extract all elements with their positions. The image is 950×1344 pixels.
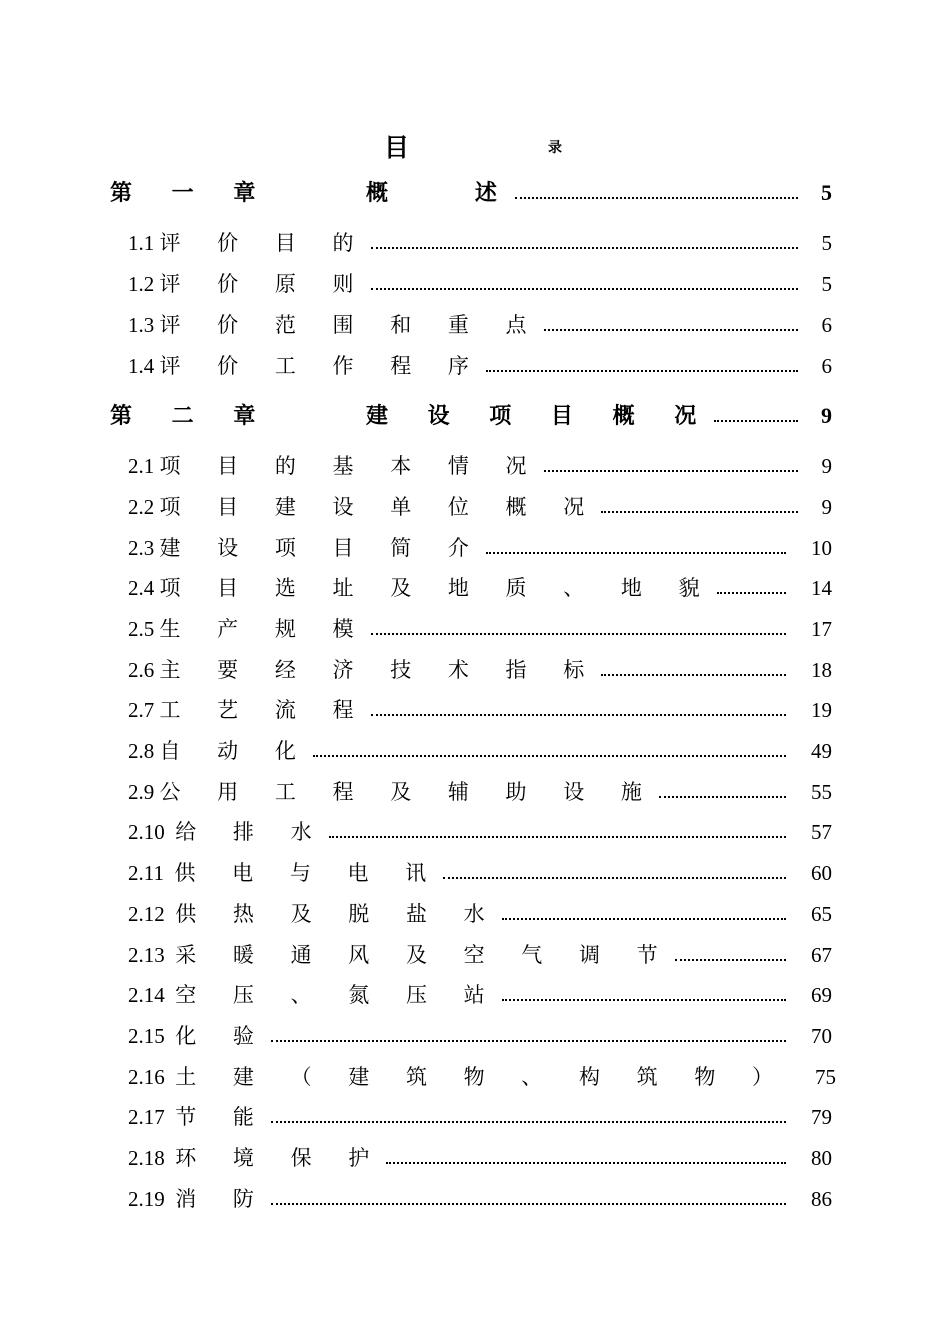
toc-heading xyxy=(0,128,950,162)
toc-section-entry[interactable] xyxy=(128,899,832,929)
toc-chapter-entry[interactable] xyxy=(110,178,832,208)
toc-section-entry[interactable] xyxy=(128,777,832,807)
toc-entry-label: 建 设 项 目 简 介 xyxy=(159,536,484,560)
toc-entry-number: 2.13 xyxy=(128,943,176,967)
toc-leader-dots xyxy=(601,673,786,676)
toc-entry-label: 给 排 水 xyxy=(175,820,327,844)
toc-entry-label: 空 压 、 氮 压 站 xyxy=(175,983,500,1007)
toc-entry-page-number: 10 xyxy=(811,536,832,560)
toc-entry-label: 评 价 范 围 和 重 点 xyxy=(159,313,542,337)
toc-leader-dots xyxy=(502,998,786,1001)
toc-entry-page-number: 79 xyxy=(811,1105,832,1129)
toc-entry-label: 工 艺 流 程 xyxy=(159,698,369,722)
toc-entry-number: 2.9 xyxy=(128,780,160,804)
toc-section-entry[interactable] xyxy=(128,1021,832,1051)
toc-section-entry[interactable] xyxy=(128,1102,832,1132)
toc-section-entry[interactable] xyxy=(128,228,832,258)
toc-entry-label: 自 动 化 xyxy=(159,739,311,763)
toc-entry-label: 土 建 （ 建 筑 物 、 构 筑 物 ） xyxy=(175,1065,789,1089)
toc-section-entry[interactable] xyxy=(128,817,832,847)
toc-entry-number: 2.11 xyxy=(128,861,175,885)
toc-entry-page-number: 17 xyxy=(811,617,832,641)
toc-entry-number: 2.14 xyxy=(128,983,176,1007)
toc-entry-label: 节 能 xyxy=(175,1105,269,1129)
toc-leader-dots xyxy=(271,1039,786,1042)
toc-entry-page-number: 9 xyxy=(821,454,832,478)
toc-entry-number: 2.5 xyxy=(128,617,160,641)
toc-entry-page-number: 14 xyxy=(811,576,832,600)
toc-entry-number: 1.3 xyxy=(128,313,160,337)
toc-entry-label: 供 热 及 脱 盐 水 xyxy=(175,902,500,926)
toc-entry-page-number: 55 xyxy=(811,780,832,804)
toc-entry-page-number: 57 xyxy=(811,820,832,844)
toc-entry-number: 2.12 xyxy=(128,902,176,926)
toc-leader-dots xyxy=(371,246,798,249)
toc-entry-page-number: 70 xyxy=(811,1024,832,1048)
toc-entry-label: 消 防 xyxy=(175,1187,269,1211)
toc-entry-number: 2.6 xyxy=(128,658,160,682)
toc-entry-number: 2.10 xyxy=(128,820,176,844)
toc-chapter-entry[interactable] xyxy=(110,401,832,431)
toc-entry-number: 2.1 xyxy=(128,454,160,478)
toc-entry-page-number: 18 xyxy=(811,658,832,682)
toc-leader-dots xyxy=(502,917,786,920)
toc-entry-label: 项 目 的 基 本 情 况 xyxy=(159,454,542,478)
toc-entry-page-number: 69 xyxy=(811,983,832,1007)
toc-entry-label: 项 目 选 址 及 地 质 、 地 貌 xyxy=(159,576,715,600)
toc-entry-label: 供 电 与 电 讯 xyxy=(174,861,442,885)
toc-entry-number: 2.15 xyxy=(128,1024,176,1048)
toc-entry-page-number: 9 xyxy=(821,495,832,519)
toc-heading-main: 目 xyxy=(384,133,410,162)
toc-entry-label: 项 目 建 设 单 位 概 况 xyxy=(159,495,600,519)
toc-leader-dots xyxy=(515,196,798,199)
toc-entry-page-number: 5 xyxy=(821,180,832,205)
toc-entry-number: 2.2 xyxy=(128,495,160,519)
toc-entry-label: 公 用 工 程 及 辅 助 设 施 xyxy=(159,780,657,804)
toc-leader-dots xyxy=(371,632,786,635)
toc-entry-page-number: 80 xyxy=(811,1146,832,1170)
toc-section-entry[interactable] xyxy=(128,614,832,644)
toc-section-entry[interactable] xyxy=(128,695,832,725)
toc-entry-label: 采 暖 通 风 及 空 气 调 节 xyxy=(175,943,673,967)
toc-entry-page-number: 19 xyxy=(811,698,832,722)
toc-section-entry[interactable] xyxy=(128,351,832,381)
toc-section-entry[interactable] xyxy=(128,533,832,563)
toc-entry-label: 主 要 经 济 技 术 指 标 xyxy=(159,658,600,682)
toc-leader-dots xyxy=(443,876,786,879)
toc-leader-dots xyxy=(371,287,798,290)
toc-leader-dots xyxy=(675,958,786,961)
toc-section-entry[interactable] xyxy=(128,310,832,340)
toc-section-entry[interactable] xyxy=(128,1143,832,1173)
toc-entry-label: 化 验 xyxy=(175,1024,269,1048)
toc-entry-number: 1.4 xyxy=(128,354,160,378)
toc-entry-page-number: 6 xyxy=(821,354,832,378)
toc-entry-page-number: 86 xyxy=(811,1187,832,1211)
toc-leader-dots xyxy=(486,551,786,554)
toc-heading-sub: 录 xyxy=(548,140,562,156)
toc-entry-page-number: 49 xyxy=(811,739,832,763)
toc-entry-page-number: 67 xyxy=(811,943,832,967)
toc-section-entry[interactable] xyxy=(128,858,832,888)
toc-section-entry[interactable] xyxy=(128,492,832,522)
toc-section-entry[interactable] xyxy=(128,940,832,970)
toc-entry-number: 2.3 xyxy=(128,536,160,560)
toc-entry-number: 1.2 xyxy=(128,272,160,296)
toc-entry-label: 评 价 工 作 程 序 xyxy=(159,354,484,378)
toc-entry-label: 环 境 保 护 xyxy=(175,1146,385,1170)
toc-entry-page-number: 60 xyxy=(811,861,832,885)
toc-entry-page-number: 65 xyxy=(811,902,832,926)
toc-entry-label: 生 产 规 模 xyxy=(159,617,369,641)
toc-leader-dots xyxy=(659,795,786,798)
toc-entry-page-number: 9 xyxy=(821,403,832,428)
toc-section-entry[interactable] xyxy=(128,573,832,603)
toc-leader-dots xyxy=(544,328,798,331)
toc-entry-label: 评 价 目 的 xyxy=(159,231,369,255)
toc-entry-number: 2.18 xyxy=(128,1146,176,1170)
toc-section-entry[interactable] xyxy=(128,980,832,1010)
toc-section-entry[interactable] xyxy=(128,1184,832,1214)
toc-entry-label: 第 二 章 建 设 项 目 概 况 xyxy=(110,403,713,429)
toc-leader-dots xyxy=(371,713,786,716)
toc-entry-number: 2.19 xyxy=(128,1187,176,1211)
toc-section-entry[interactable] xyxy=(128,655,832,685)
toc-leader-dots xyxy=(386,1161,786,1164)
toc-leader-dots xyxy=(544,469,798,472)
toc-leader-dots xyxy=(271,1120,786,1123)
toc-entry-page-number: 5 xyxy=(821,272,832,296)
toc-section-entry[interactable] xyxy=(128,451,832,481)
toc-section-entry[interactable] xyxy=(128,736,832,766)
toc-leader-dots xyxy=(486,369,798,372)
toc-entry-label: 第 一 章 概 述 xyxy=(110,180,513,206)
toc-leader-dots xyxy=(601,510,798,513)
toc-entry-page-number: 5 xyxy=(821,231,832,255)
toc-entry-number: 2.7 xyxy=(128,698,160,722)
toc-entry-page-number: 75 xyxy=(815,1065,837,1089)
toc-entry-number: 1.1 xyxy=(128,231,160,255)
toc-entry-number: 2.8 xyxy=(128,739,160,763)
toc-section-entry[interactable] xyxy=(128,1062,837,1092)
toc-entry-page-number: 6 xyxy=(821,313,832,337)
toc-leader-dots xyxy=(714,419,798,422)
toc-section-entry[interactable] xyxy=(128,269,832,299)
toc-entry-label: 评 价 原 则 xyxy=(159,272,369,296)
toc-entry-number: 2.4 xyxy=(128,576,160,600)
toc-leader-dots xyxy=(329,835,786,838)
toc-leader-dots xyxy=(271,1202,786,1205)
toc-leader-dots xyxy=(717,591,786,594)
toc-entry-number: 2.17 xyxy=(128,1105,176,1129)
toc-leader-dots xyxy=(313,754,786,757)
toc-entry-number: 2.16 xyxy=(128,1065,176,1089)
